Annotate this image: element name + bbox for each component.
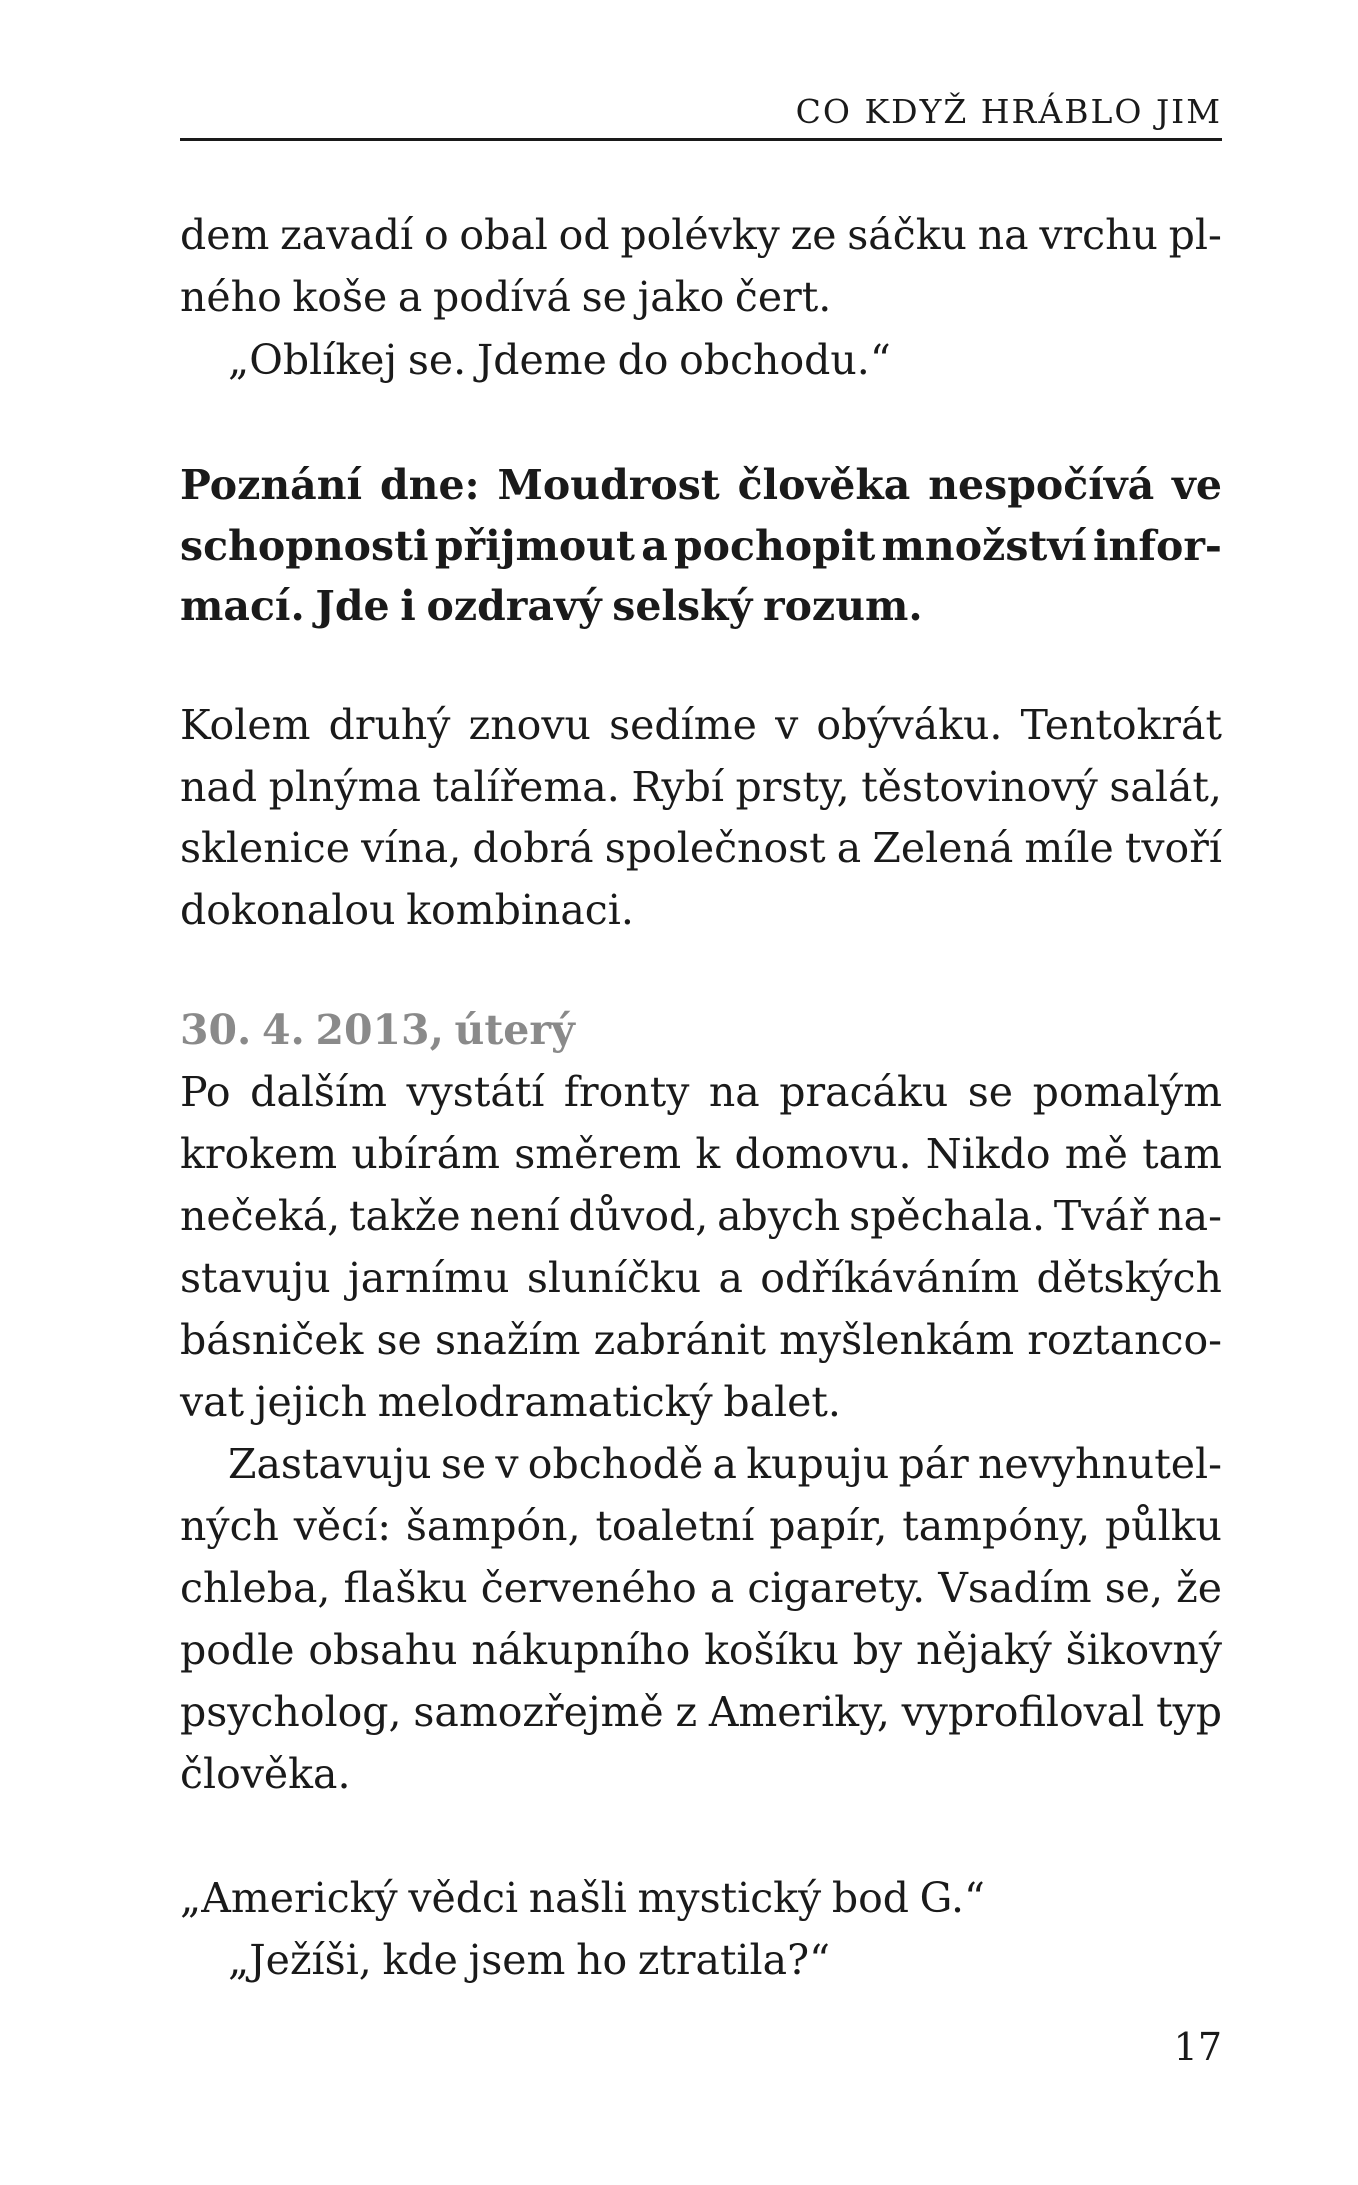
paragraph-line: nečeká, takže není důvod, abych spěchala. Tvář na- [180,1192,1222,1240]
header-rule [180,138,1222,141]
paragraph-line: vat jejich melodramatický balet. [180,1378,841,1426]
paragraph-line: Zastavuju se v obchodě a kupuju pár nevyhnutel- [228,1440,1222,1488]
paragraph-line: psycholog, samozřejmě z Ameriky, vyprofiloval typ [180,1688,1222,1736]
paragraph-line: stavuju jarnímu sluníčku a odříkáváním dětských [180,1254,1222,1302]
paragraph-line: podle obsahu nákupního košíku by nějaký šikovný [180,1626,1222,1674]
bold-paragraph-line: mací. Jde i ozdravý selský rozum. [180,582,923,630]
paragraph-line: básniček se snažím zabránit myšlenkám roztanco- [180,1316,1222,1364]
bold-paragraph-line: schopnosti přijmout a pochopit množství infor- [180,522,1222,570]
paragraph-line: ných věcí: šampón, toaletní papír, tampóny, půlku [180,1502,1222,1550]
paragraph-line: ného koše a podívá se jako čert. [180,273,832,321]
paragraph-line: „Oblíkej se. Jdeme do obchodu.“ [228,336,891,384]
paragraph-line: člověka. [180,1750,351,1798]
running-header-title: CO KDYŽ HRÁBLO JIM [795,92,1222,131]
paragraph-line: Po dalším vystátí fronty na pracáku se pomalým [180,1068,1222,1116]
paragraph-line: sklenice vína, dobrá společnost a Zelená míle tvoří [180,824,1222,872]
paragraph-line: nad plnýma talířema. Rybí prsty, těstovinový salát, [180,763,1222,811]
date-heading: 30. 4. 2013, úterý [180,1006,575,1054]
page-number: 17 [1173,2025,1222,2069]
paragraph-line: krokem ubírám směrem k domovu. Nikdo mě tam [180,1130,1222,1178]
paragraph-line: Kolem druhý znovu sedíme v obýváku. Tentokrát [180,701,1222,749]
bold-paragraph-line: Poznání dne: Moudrost člověka nespočívá ve [180,461,1222,509]
paragraph-line: chleba, flašku červeného a cigarety. Vsadím se, že [180,1564,1222,1612]
paragraph-line: dem zavadí o obal od polévky ze sáčku na vrchu pl- [180,211,1222,259]
paragraph-line: dokonalou kombinaci. [180,886,634,934]
paragraph-line: „Americký vědci našli mystický bod G.“ [180,1874,985,1922]
paragraph-line: „Ježíši, kde jsem ho ztratila?“ [228,1936,831,1984]
